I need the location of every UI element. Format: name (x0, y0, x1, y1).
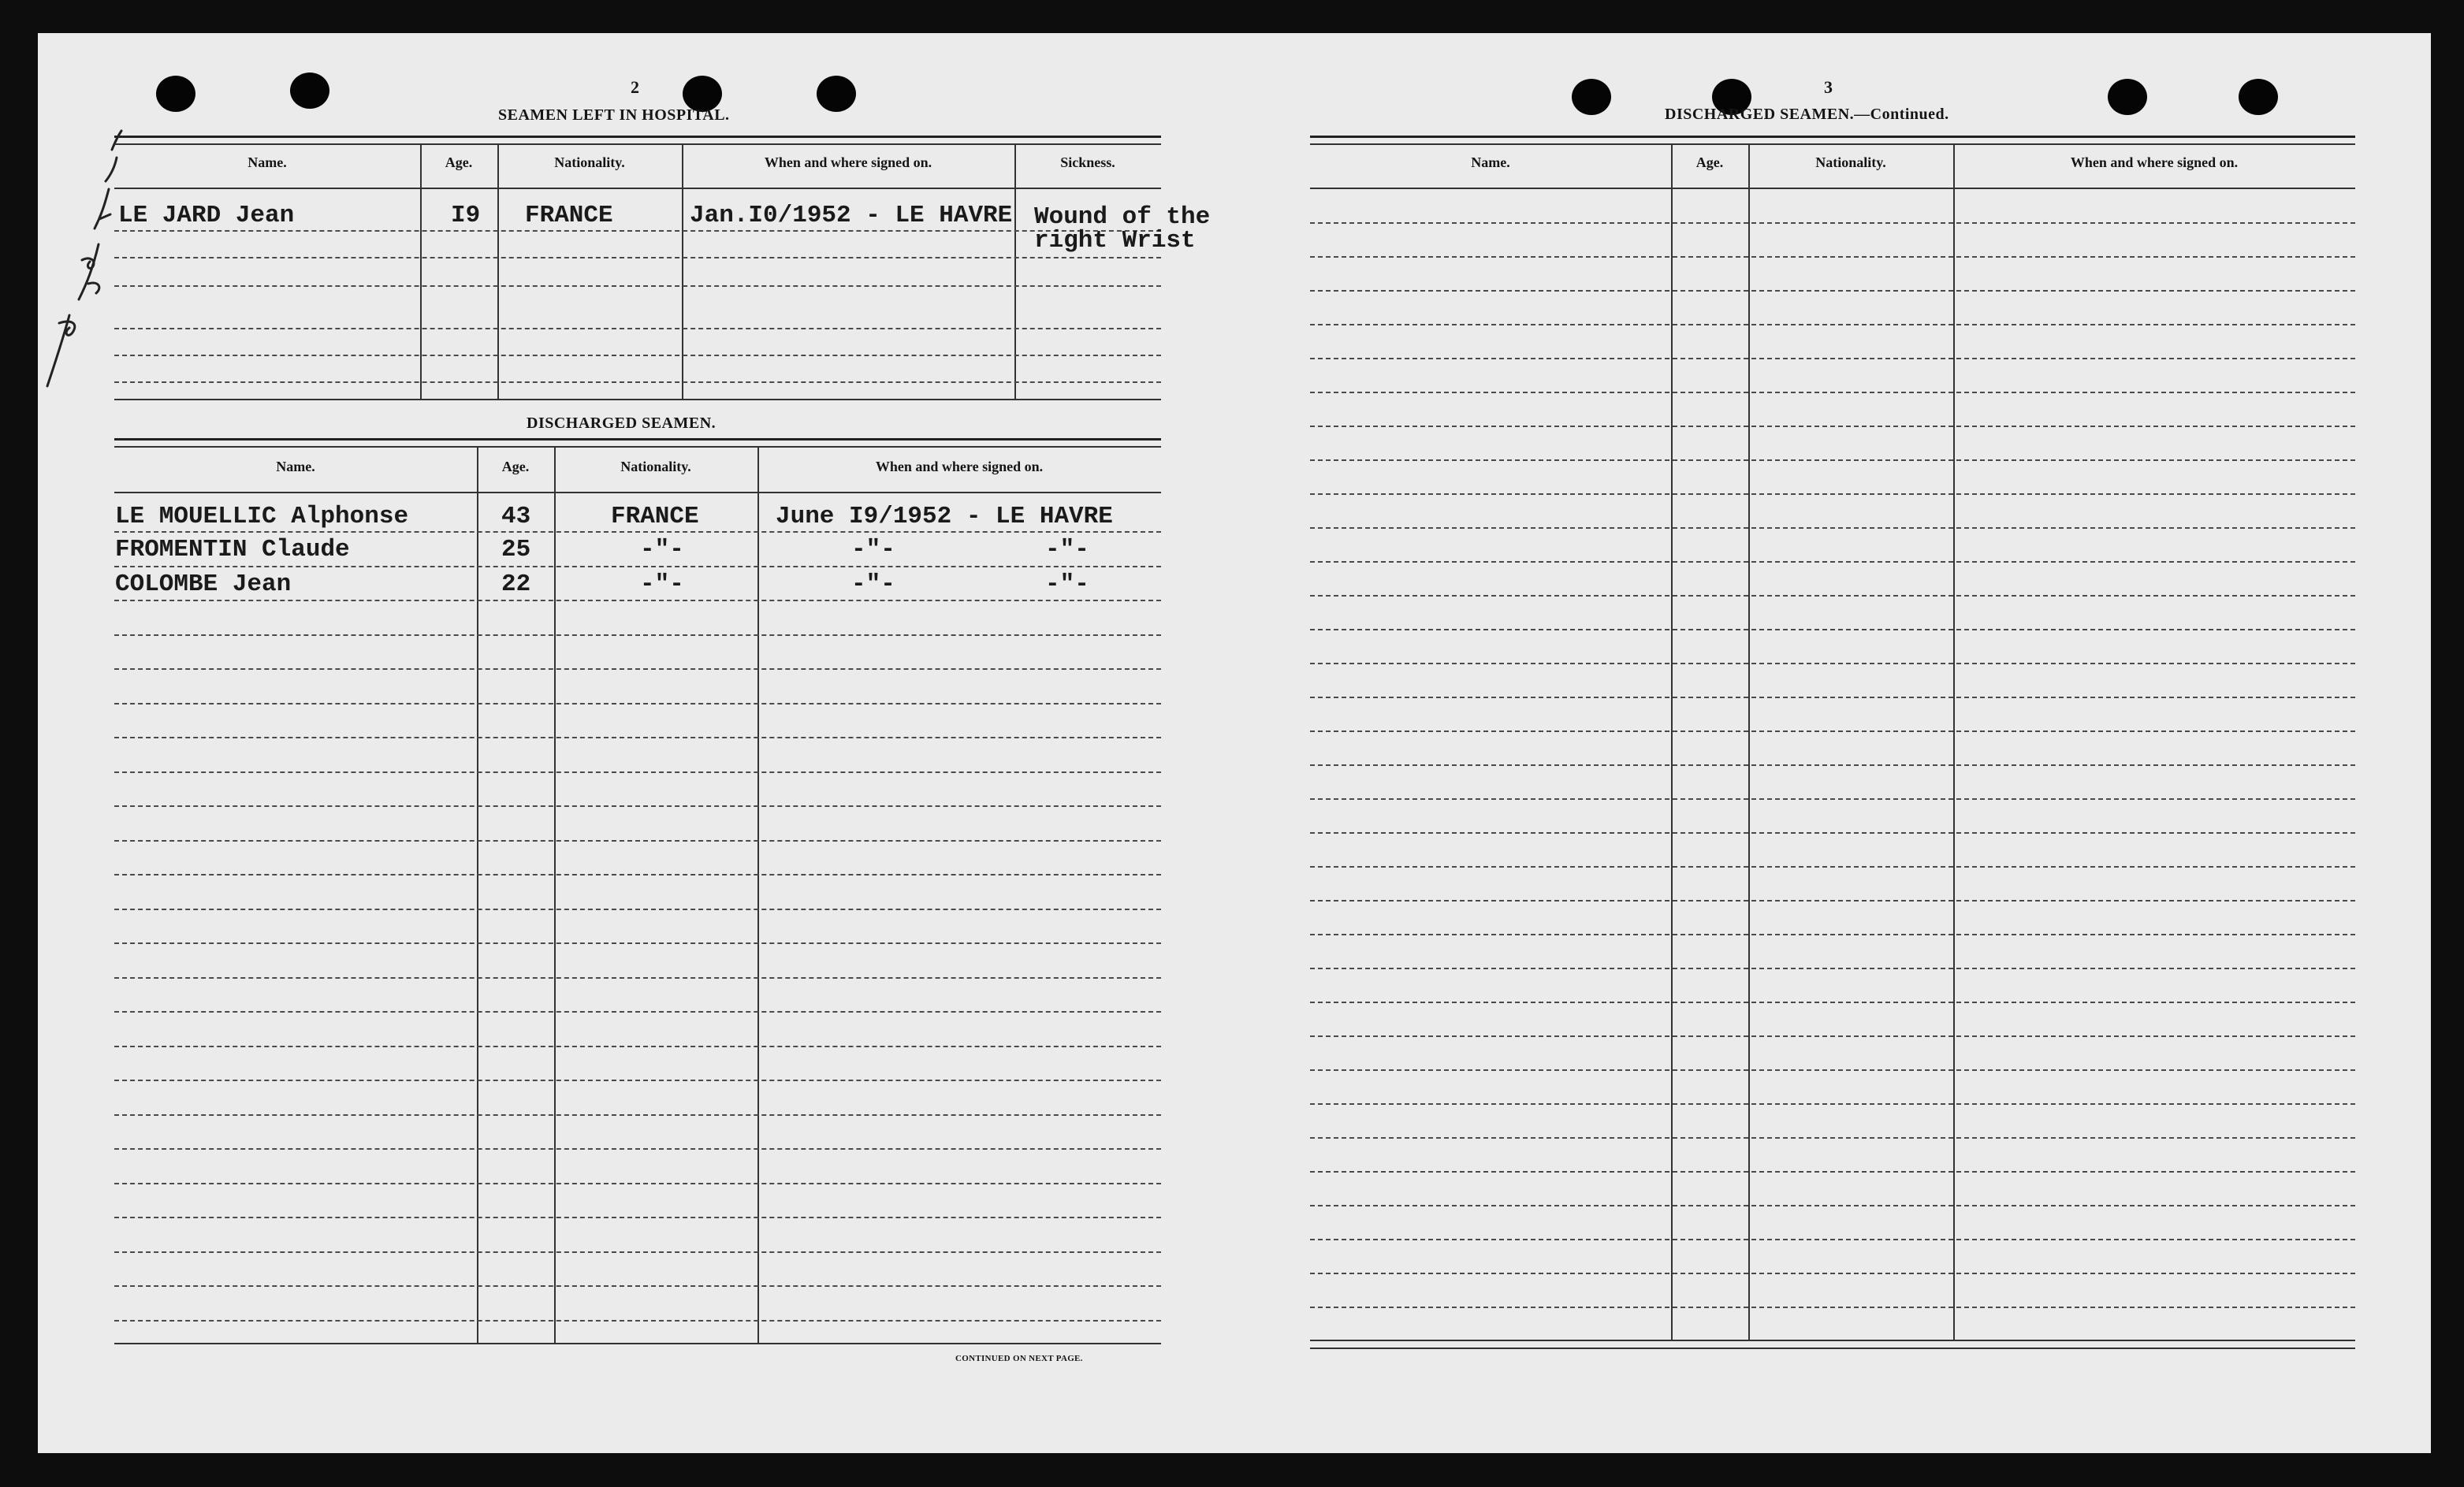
discharged-ditto-date: -"- (851, 536, 895, 563)
row-line (114, 874, 1161, 875)
row-line (1310, 1205, 2355, 1206)
rule (114, 136, 1161, 138)
row-line (114, 1251, 1161, 1253)
col-divider (420, 143, 422, 400)
rule (114, 492, 1161, 493)
handwritten-note (24, 126, 126, 394)
row-line (114, 942, 1161, 944)
row-line (114, 285, 1161, 287)
row-line (1310, 1069, 2355, 1071)
discharged-age: 43 (501, 503, 531, 530)
row-line (1310, 764, 2355, 766)
row-line (1310, 324, 2355, 325)
col-header-name: Name. (1471, 154, 1510, 170)
row-line (114, 1080, 1161, 1081)
discharged-continued-title: DISCHARGED SEAMEN.—Continued. (1665, 106, 1949, 123)
rule (1310, 1348, 2355, 1349)
col-divider (757, 446, 759, 1344)
row-line (1310, 832, 2355, 834)
col-header-signed-on: When and where signed on. (2070, 154, 2239, 170)
discharged-name: FROMENTIN Claude (115, 536, 350, 563)
punch-hole (156, 76, 195, 112)
hospital-signed-on: Jan.I0/1952 - LE HAVRE (690, 202, 1013, 229)
hospital-section-title: SEAMEN LEFT IN HOSPITAL. (498, 106, 730, 124)
row-line (114, 531, 1161, 533)
col-header-age: Age. (445, 154, 473, 170)
row-line (114, 1046, 1161, 1047)
col-divider (1014, 143, 1016, 400)
discharged-nationality: -"- (640, 571, 684, 598)
row-line (1310, 697, 2355, 698)
rule (1310, 143, 2355, 145)
rule (114, 188, 1161, 189)
discharged-nationality: -"- (640, 536, 684, 563)
discharged-name: COLOMBE Jean (115, 571, 292, 598)
col-divider (497, 143, 499, 400)
col-divider (682, 143, 683, 400)
page-number-right: 3 (1824, 77, 1833, 97)
col-header-age: Age. (501, 459, 530, 474)
row-line (1310, 866, 2355, 868)
discharged-name: LE MOUELLIC Alphonse (115, 503, 409, 530)
punch-hole (2239, 79, 2278, 115)
row-line (114, 355, 1161, 356)
col-header-nationality: Nationality. (620, 459, 691, 474)
row-line (114, 381, 1161, 383)
punch-hole (2108, 79, 2147, 115)
row-line (1310, 459, 2355, 461)
row-line (114, 668, 1161, 670)
rule (114, 446, 1161, 448)
row-line (1310, 934, 2355, 935)
row-line (1310, 527, 2355, 529)
punch-hole (817, 76, 856, 112)
discharged-ditto-date: -"- (851, 571, 895, 598)
discharged-signed-on: June I9/1952 - LE HAVRE (776, 503, 1113, 530)
row-line (1310, 1103, 2355, 1105)
rule (1310, 1340, 2355, 1341)
row-line (1310, 1171, 2355, 1173)
row-line (1310, 1273, 2355, 1274)
row-line (114, 1183, 1161, 1184)
col-header-nationality: Nationality. (554, 154, 625, 170)
punch-hole (1572, 79, 1611, 115)
row-line (114, 230, 1161, 232)
col-header-sickness: Sickness. (1060, 154, 1115, 170)
hospital-nationality: FRANCE (525, 202, 613, 229)
row-line (1310, 595, 2355, 597)
col-divider (554, 446, 556, 1344)
punch-hole (290, 72, 329, 109)
col-divider (477, 446, 478, 1344)
col-header-name: Name. (276, 459, 315, 474)
hospital-name: LE JARD Jean (118, 202, 295, 229)
rule (114, 399, 1161, 400)
row-line (1310, 900, 2355, 901)
row-line (114, 566, 1161, 567)
col-divider (1953, 143, 1955, 1340)
row-line (1310, 256, 2355, 258)
discharged-section-title: DISCHARGED SEAMEN. (527, 415, 716, 432)
rule (114, 143, 1161, 145)
col-header-name: Name. (248, 154, 287, 170)
discharged-ditto-place: -"- (1045, 536, 1089, 563)
row-line (1310, 968, 2355, 969)
row-line (114, 1320, 1161, 1322)
row-line (1310, 426, 2355, 427)
hospital-sickness: Wound of the (1034, 203, 1211, 231)
row-line (114, 600, 1161, 601)
row-line (114, 703, 1161, 704)
rule (114, 438, 1161, 441)
discharged-age: 25 (501, 536, 531, 563)
row-line (114, 1285, 1161, 1287)
row-line (114, 634, 1161, 636)
row-line (114, 805, 1161, 807)
discharged-nationality: FRANCE (611, 503, 699, 530)
row-line (1310, 798, 2355, 800)
row-line (114, 840, 1161, 842)
row-line (1310, 663, 2355, 664)
row-line (114, 1114, 1161, 1116)
rule (1310, 136, 2355, 138)
row-line (1310, 1002, 2355, 1003)
col-header-signed-on: When and where signed on. (764, 154, 932, 170)
row-line (1310, 493, 2355, 495)
hospital-age: I9 (451, 202, 481, 229)
col-header-nationality: Nationality. (1815, 154, 1886, 170)
row-line (114, 977, 1161, 979)
row-line (1310, 290, 2355, 292)
col-header-age: Age. (1695, 154, 1724, 170)
col-divider (1671, 143, 1673, 1340)
col-divider (1748, 143, 1750, 1340)
row-line (1310, 730, 2355, 732)
row-line (1310, 1239, 2355, 1240)
row-line (114, 1217, 1161, 1218)
row-line (114, 909, 1161, 910)
page-number-left: 2 (631, 77, 639, 97)
hospital-sickness: right Wrist (1034, 227, 1196, 255)
row-line (114, 328, 1161, 329)
row-line (1310, 561, 2355, 563)
row-line (114, 1148, 1161, 1150)
row-line (1310, 392, 2355, 393)
col-header-signed-on: When and where signed on. (875, 459, 1044, 474)
row-line (114, 257, 1161, 258)
discharged-ditto-place: -"- (1045, 571, 1089, 598)
continued-footnote: CONTINUED ON NEXT PAGE. (955, 1354, 1083, 1363)
discharged-age: 22 (501, 571, 531, 598)
row-line (1310, 222, 2355, 224)
rule (114, 1343, 1161, 1344)
rule (1310, 188, 2355, 189)
row-line (114, 1011, 1161, 1013)
row-line (1310, 629, 2355, 630)
row-line (1310, 358, 2355, 359)
row-line (1310, 1035, 2355, 1037)
row-line (1310, 1137, 2355, 1139)
row-line (114, 771, 1161, 773)
row-line (114, 737, 1161, 738)
row-line (1310, 1307, 2355, 1308)
